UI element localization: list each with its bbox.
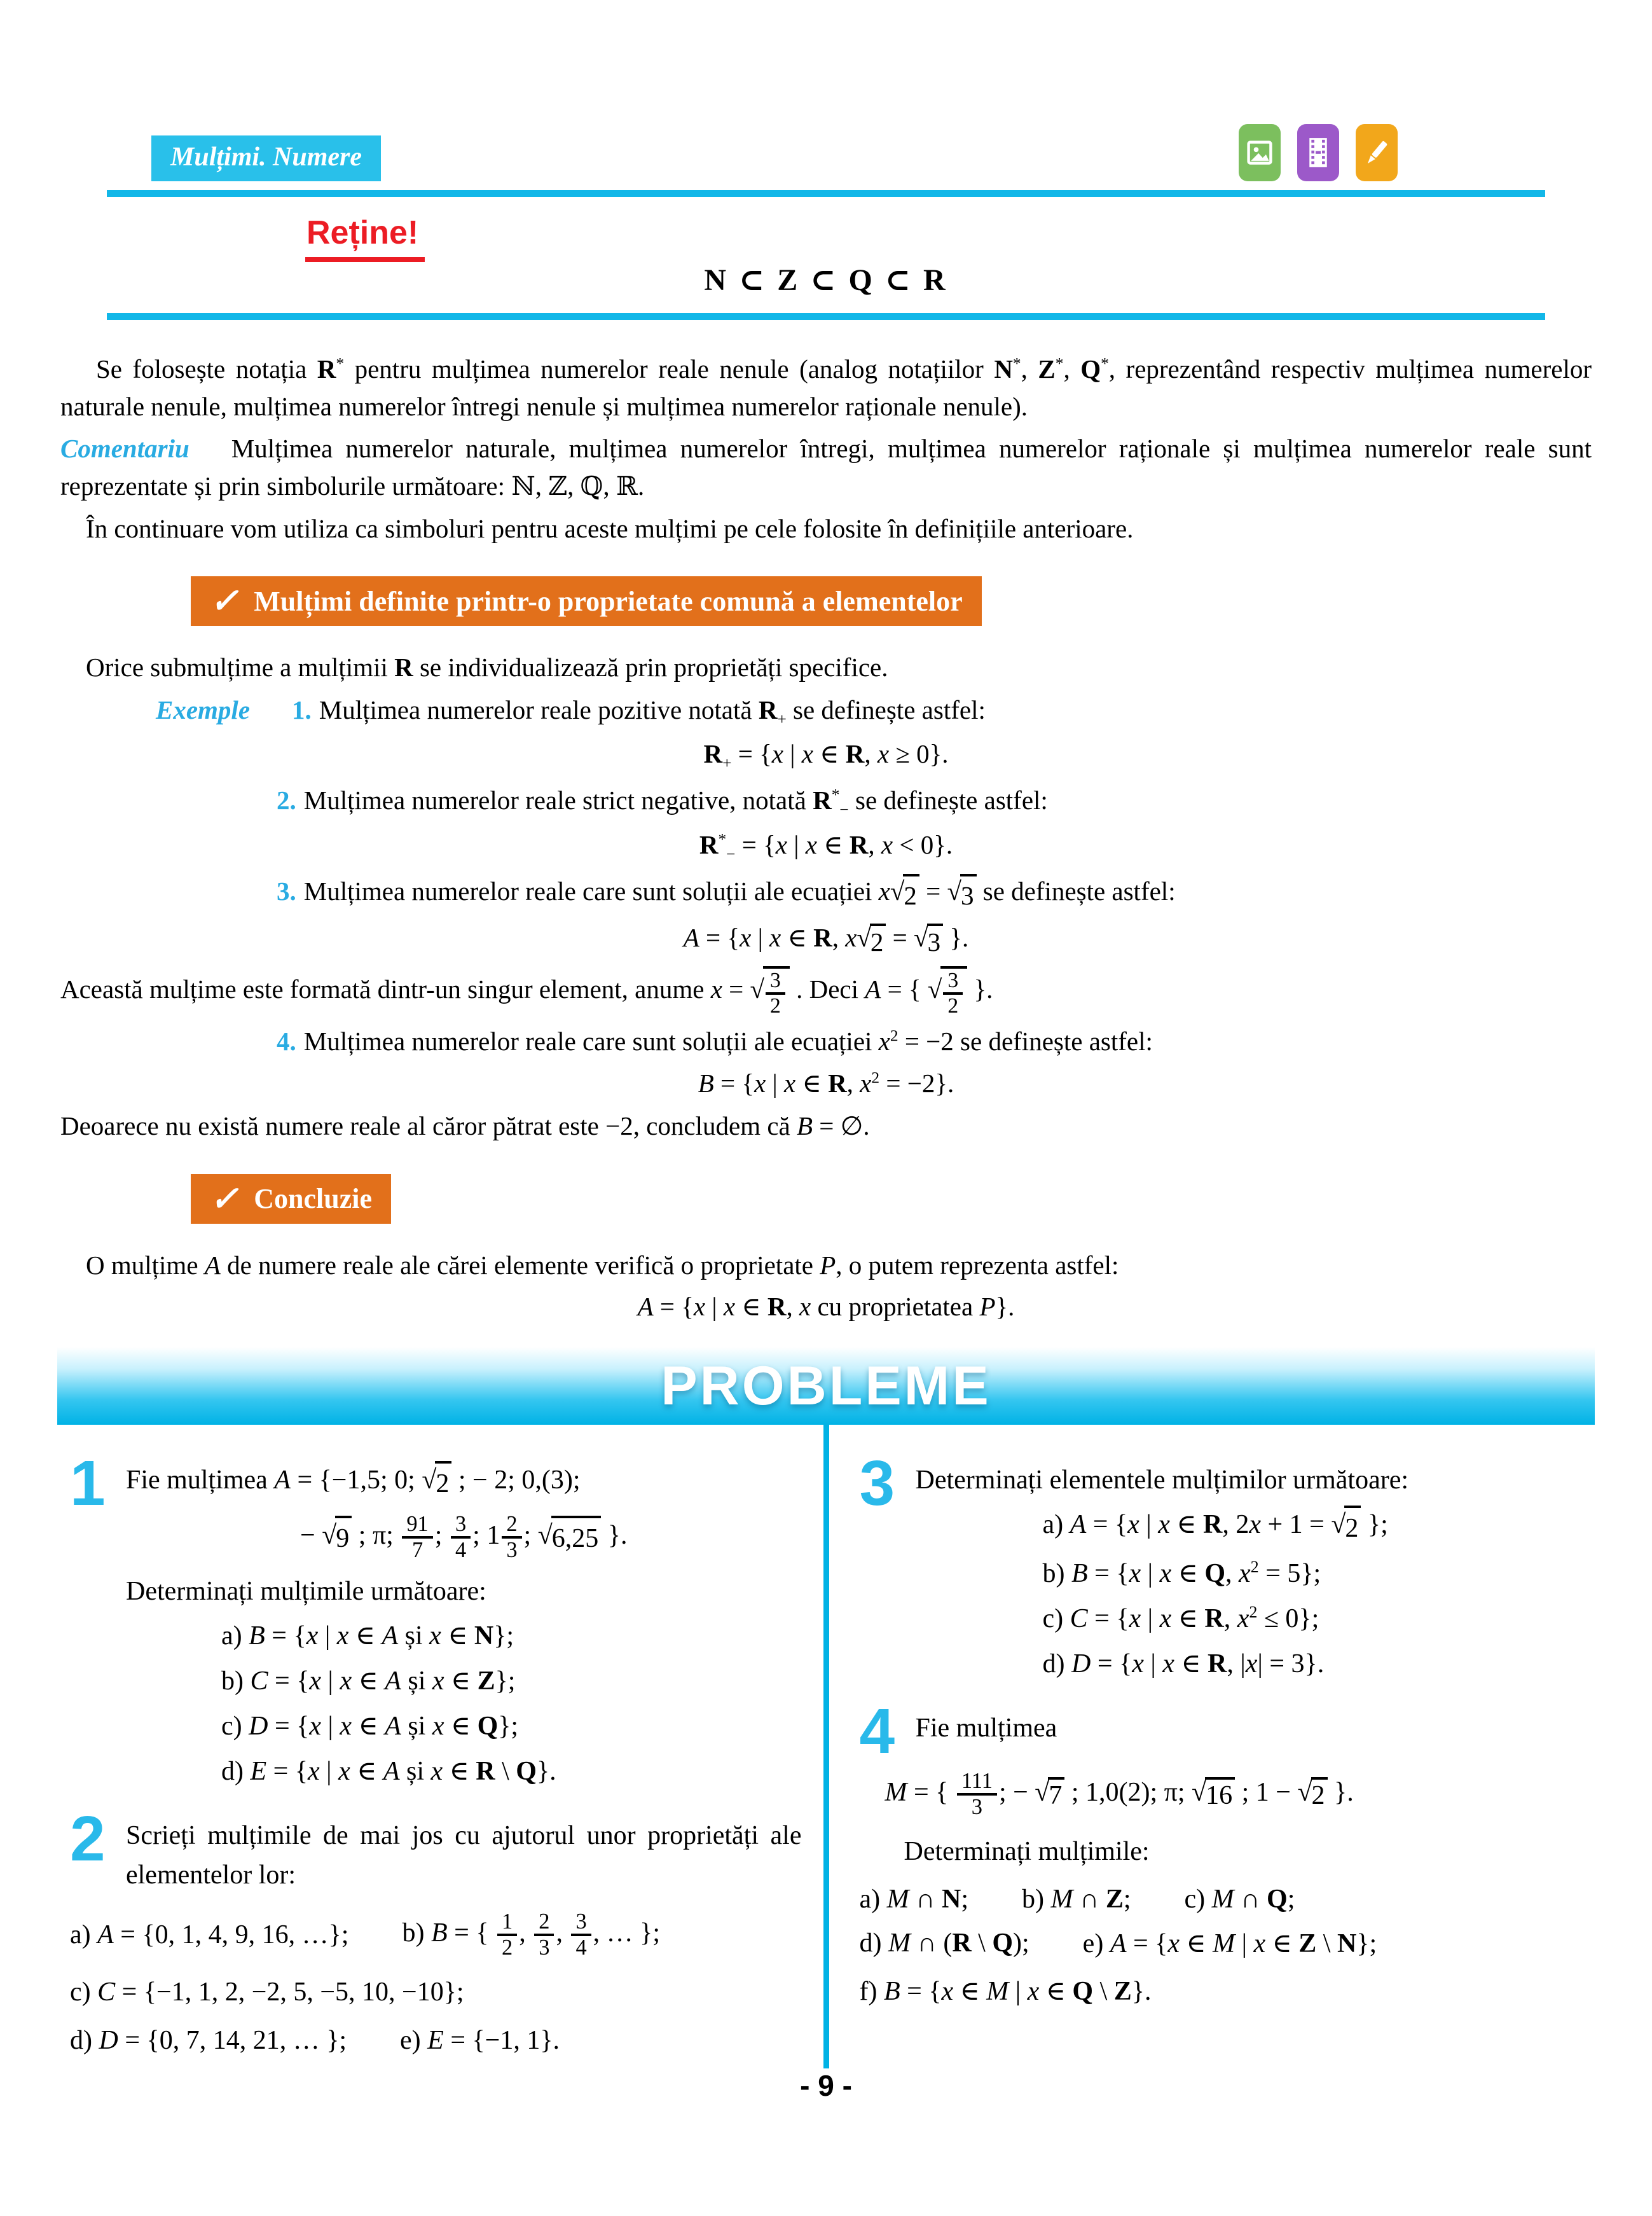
probleme-banner-title: PROBLEME xyxy=(661,1355,991,1416)
chapter-badge-label: Mulțimi. Numere xyxy=(170,142,362,172)
sqrt: √7 xyxy=(1035,1778,1064,1807)
pencil-icon-glyph xyxy=(1363,134,1391,172)
problem-2-item-d: d) D = {0, 7, 14, 21, … }; xyxy=(70,2025,347,2055)
problem-4-item-d: d) M ∩ (R \ Q); xyxy=(859,1929,1029,1958)
fraction: $\frac{2}{3}$ xyxy=(534,1910,554,1960)
exemple-label: Exemple xyxy=(156,695,251,724)
problem-1-intro: Fie mulțimea A = {−1,5; 0; √2 ; − 2; 0,(3); xyxy=(126,1460,802,1504)
retine-heading: Reține! xyxy=(305,214,425,262)
problem-3-item-b: b) B = {x | x ∈ Q, $x^2 = 5$}; xyxy=(1042,1557,1321,1588)
problem-4-item-e: e) A = {x ∈ M | x ∈ Z \ N}; xyxy=(1082,1929,1377,1959)
problem-2 xyxy=(70,1803,802,1897)
problem-3-item-a: a) A = {x | x ∈ R, 2x + 1 = √2 }; xyxy=(1043,1505,1575,1548)
problems-right-column xyxy=(829,1425,1597,2068)
example-1-number: 1. xyxy=(292,695,312,724)
intro-paragraph: Se folosește notația R* pentru mulțimea numerelor reale nenule (analog notațiilor N*, Z*, Q*, reprezentând respectiv mulțimea numerelor naturale nenule, mulțimea numerelor întregi nenule și mulțimea numerelor raționale nenule). xyxy=(60,354,1592,421)
section-divider xyxy=(107,313,1545,320)
fraction: $\frac{111}{3}$ xyxy=(957,1769,997,1819)
problem-2-row-ab xyxy=(70,1910,802,1960)
example-3-text: Mulțimea numerelor reale care sunt soluții ale ecuației x√2 = √3 se definește astfel: xyxy=(304,876,1176,906)
problem-2-row-de xyxy=(70,2025,802,2056)
example-4-line xyxy=(277,1023,1592,1060)
example-3-note: Această mulțime este formată dintr-un singur element, anume x = √ $\frac{3}{2}$ . Deci A = { √ $\frac{3}{2}$ }. xyxy=(60,966,1592,1018)
problem-1-item-c: c) D = {x | x ∈ A și x ∈ Q}; xyxy=(221,1711,519,1741)
problem-4-intro: Fie mulțimea xyxy=(915,1713,1057,1743)
problem-2-number: 2 xyxy=(70,1803,106,1874)
example-2-number: 2. xyxy=(277,786,296,815)
problem-4-prompt: Determinați mulțimile: xyxy=(904,1837,1150,1867)
film-icon[interactable] xyxy=(1297,124,1339,181)
fraction: $\frac{91}{7}$ xyxy=(402,1513,432,1562)
problem-4-row-de xyxy=(860,1927,1575,1959)
comentariu-text: Mulțimea numerelor naturale, mulțimea numerelor întregi, mulțimea numerelor raționale și mulțimea numerelor reale sunt reprezentate și prin simbolurile următoare: ℕ, ℤ, ℚ, ℝ. xyxy=(60,434,1592,501)
problem-2-item-a: a) A = {0, 1, 4, 9, 16, …}; xyxy=(70,1920,349,1950)
example-1-text: Mulțimea numerelor reale pozitive notată $R_+$ se definește astfel: xyxy=(319,695,986,728)
section-banner-multimi-definite xyxy=(191,576,982,626)
problem-2-body xyxy=(126,1813,802,1897)
fraction: $\frac{3}{4}$ xyxy=(571,1910,591,1960)
formula-r-star-minus: $R^*_- = \{x$ | x ∈ R, x < 0}. xyxy=(699,830,953,864)
check-icon: ✓ xyxy=(210,1179,239,1218)
lesson-content xyxy=(0,320,1652,1322)
example-1-line xyxy=(156,691,1592,731)
fraction: $\frac{2}{3}$ xyxy=(502,1513,521,1562)
formula-r-plus: $R_+ = \{x$ | x ∈ R, x ≥ 0}. xyxy=(703,739,949,773)
problem-1-item-d: d) E = {x | x ∈ A și x ∈ R \ Q}. xyxy=(221,1756,556,1786)
problem-2-intro: Scrieți mulțimile de mai jos cu ajutorul unor proprietăți ale elementelor lor: xyxy=(126,1820,802,1890)
sqrt: √3 xyxy=(914,923,943,952)
problem-4-item-f: f) B = {x ∈ M | x ∈ Q \ Z}. xyxy=(859,1977,1152,2007)
film-icon-glyph xyxy=(1304,134,1332,172)
sqrt: √2 xyxy=(1331,1510,1361,1539)
problem-4-body xyxy=(916,1706,1575,1757)
resource-icons xyxy=(1239,124,1398,181)
retine-heading-row xyxy=(305,214,1652,262)
sqrt: √2 xyxy=(422,1465,451,1495)
problem-1-item-a: a) B = {x | x ∈ A și x ∈ N}; xyxy=(221,1621,514,1651)
example-3-line xyxy=(277,873,1592,914)
problem-1 xyxy=(70,1448,802,1796)
problem-3-item-c: c) C = {x | x ∈ R, $x^2 \le 0$}; xyxy=(1042,1602,1319,1633)
sqrt: √6,25 xyxy=(538,1521,602,1550)
problem-4-number: 4 xyxy=(859,1695,895,1767)
example-2-line xyxy=(277,782,1592,822)
comentariu-paragraph xyxy=(60,430,1592,504)
fraction: $\frac{3}{2}$ xyxy=(943,969,963,1018)
problem-3-intro: Determinați elementele mulțimilor următoare: xyxy=(915,1465,1409,1495)
chapter-badge xyxy=(151,135,381,181)
problem-3-item-d: d) D = {x | x ∈ R, |x| = 3}. xyxy=(1042,1649,1325,1679)
pencil-icon[interactable] xyxy=(1356,124,1398,181)
section-lead-paragraph: Orice submulțime a mulțimii R se individualizează prin proprietăți specifice. xyxy=(86,653,888,682)
problem-3-number: 3 xyxy=(859,1448,895,1520)
problem-2-item-e: e) E = {−1, 1}. xyxy=(400,2025,560,2055)
problem-1-item-b: b) C = {x | x ∈ A și x ∈ Z}; xyxy=(221,1666,516,1696)
concluzie-title: Concluzie xyxy=(254,1183,373,1215)
sqrt: √2 xyxy=(890,876,919,906)
sqrt: √3 xyxy=(947,876,977,906)
image-icon[interactable] xyxy=(1239,124,1281,181)
sqrt: √ $\frac{3}{2}$ xyxy=(928,974,967,1004)
problem-1-set-line2: − √9 ; π; $\frac{91}{7}$ ; $\frac{3}{4}$ ; 1 $\frac{2}{3}$ ; √6,25 }. xyxy=(300,1512,628,1563)
example-2-text: Mulțimea numerelor reale strict negative, notată $R^*_-$ se definește astfel: xyxy=(303,786,1048,819)
problem-4-item-c: c) M ∩ Q; xyxy=(1184,1885,1295,1915)
comentariu-label: Comentariu xyxy=(60,434,189,464)
concluzie-paragraph: O mulțime A de numere reale ale cărei elemente verifică o proprietate P, o putem reprezenta astfel: xyxy=(86,1250,1119,1280)
sqrt: √9 xyxy=(322,1521,352,1550)
sqrt: √16 xyxy=(1192,1778,1235,1807)
problem-4 xyxy=(859,1695,1575,1767)
example-4-number: 4. xyxy=(277,1027,296,1056)
example-4-text: Mulțimea numerelor reale care sunt soluții ale ecuației $x^2 = -2$ se definește astfel: xyxy=(303,1027,1153,1056)
sqrt: √2 xyxy=(857,923,886,952)
problem-2-item-b: b) B = { $\frac{1}{2}$ , $\frac{2}{3}$ , $\frac{3}{4}$ , … }; xyxy=(402,1909,660,1960)
example-3-number: 3. xyxy=(277,876,296,906)
number-sets-inclusion-formula: N ⊂ Z ⊂ Q ⊂ R xyxy=(704,263,948,297)
sqrt: √2 xyxy=(1297,1778,1327,1807)
page-header xyxy=(0,0,1652,190)
problem-1-body xyxy=(126,1458,802,1796)
probleme-banner xyxy=(57,1347,1595,1425)
concluzie-formula: A = {x | x ∈ R, x cu proprietatea P}. xyxy=(637,1292,1015,1322)
problems-left-column xyxy=(56,1425,823,2068)
formula-set-a: A = {x | x ∈ R, x√2 = √3 }. xyxy=(683,922,969,957)
image-icon-glyph xyxy=(1246,134,1274,172)
fraction: $\frac{3}{4}$ xyxy=(451,1513,471,1562)
problem-1-number: 1 xyxy=(70,1448,106,1520)
page-number: - 9 - xyxy=(800,2069,852,2102)
fraction: $\frac{1}{2}$ xyxy=(497,1910,517,1960)
section-banner-title: Mulțimi definite printr-o proprietate comună a elementelor xyxy=(254,585,963,617)
problem-4-item-a: a) M ∩ N; xyxy=(859,1885,968,1915)
header-divider xyxy=(107,190,1545,197)
problem-4-item-b: b) M ∩ Z; xyxy=(1022,1885,1131,1915)
continuation-paragraph: În continuare vom utiliza ca simboluri pentru aceste mulțimi pe cele folosite în definițiile anterioare. xyxy=(86,513,1134,543)
problem-1-prompt: Determinați mulțimile următoare: xyxy=(126,1576,486,1606)
problem-3 xyxy=(859,1448,1575,1689)
concluzie-banner xyxy=(191,1174,391,1224)
check-icon: ✓ xyxy=(210,582,239,621)
problem-4-row-abc xyxy=(860,1884,1575,1915)
problem-2-item-c: c) C = {−1, 1, 2, −2, 5, −5, 10, −10}; xyxy=(70,1977,464,2007)
column-divider xyxy=(823,1425,829,2068)
formula-set-b: B = {x | x ∈ R, $x^2 = -2$}. xyxy=(698,1068,954,1098)
fraction: $\frac{3}{2}$ xyxy=(766,969,785,1018)
problems-section xyxy=(56,1425,1596,2068)
sqrt: √ $\frac{3}{2}$ xyxy=(750,974,790,1004)
problem-3-body xyxy=(916,1458,1575,1689)
problem-4-set-m-formula: M = { $\frac{111}{3}$ ; − √7 ; 1,0(2); π; √16 ; 1 − √2 }. xyxy=(885,1768,1354,1819)
empty-set-conclusion: Deoarece nu există numere reale al căror pătrat este −2, concludem că B = ∅. xyxy=(60,1111,870,1140)
